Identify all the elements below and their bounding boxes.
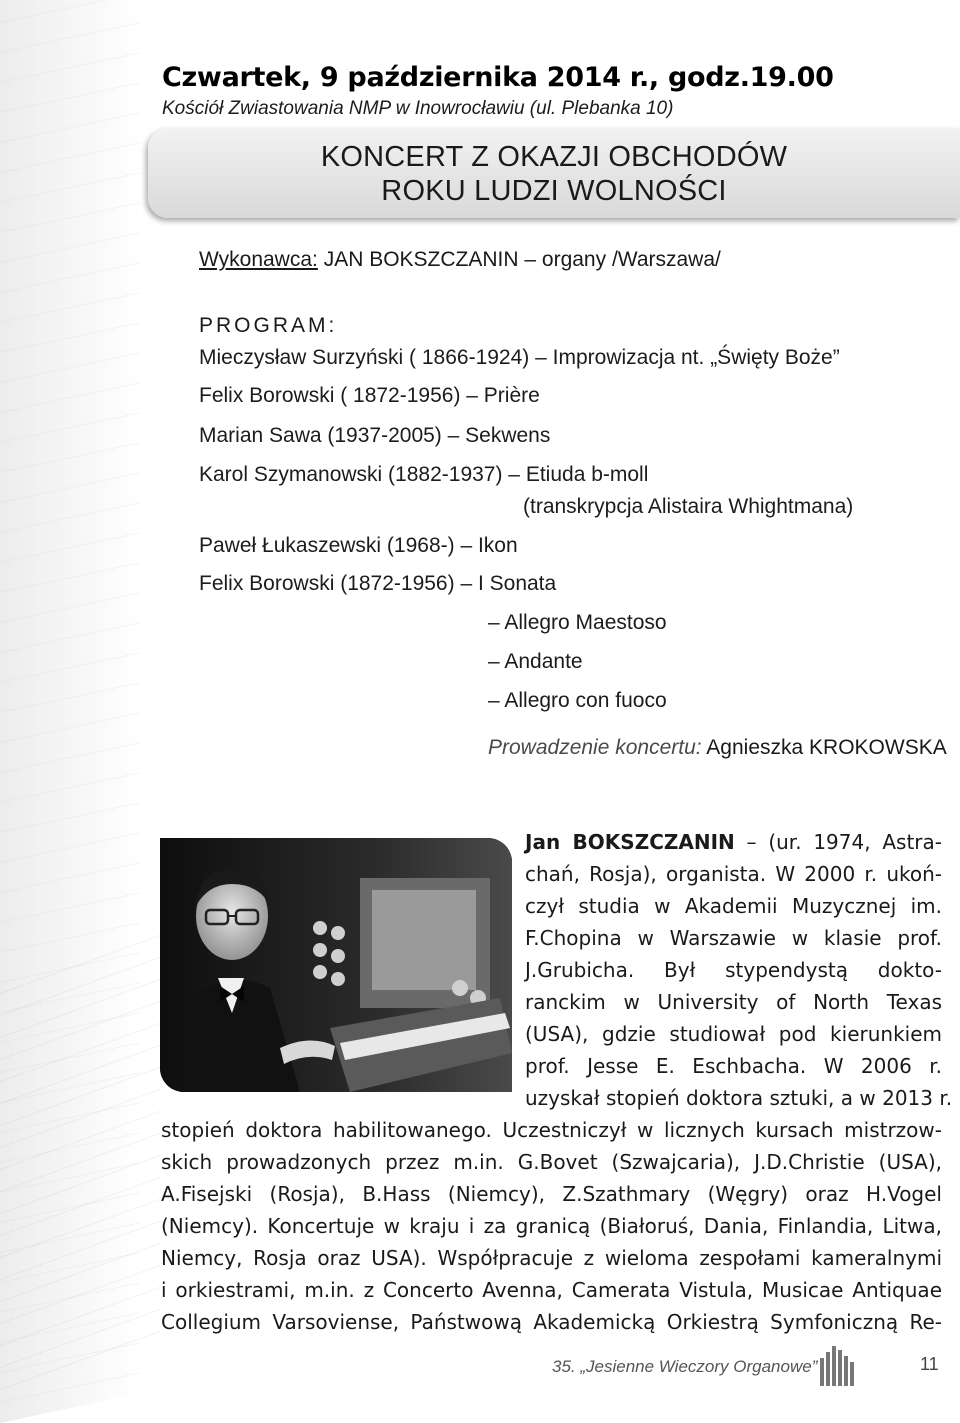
program-item: Mieczysław Surzyński ( 1866-1924) – Improwizacja nt. „Święty Boże”	[199, 346, 840, 369]
program-item: Paweł Łukaszewski (1968-) – Ikon	[199, 534, 518, 557]
bio-line: skich prowadzonych przez m.in. G.Bovet (Szwajcaria), J.D.Christie (USA),	[161, 1150, 942, 1174]
program-item: Felix Borowski ( 1872-1956) – Prière	[199, 384, 540, 407]
bio-line	[525, 830, 942, 854]
bio-line: i orkiestrami, m.in. z Concerto Avenna, Camerata Vistula, Musicae Antiquae	[161, 1278, 942, 1302]
host-label: Prowadzenie koncertu:	[488, 736, 702, 759]
bio-line: Niemcy, Rosja oraz USA). Współpracuje z wieloma zespołami kameralnymi	[161, 1246, 942, 1270]
bio-line: Collegium Varsoviense, Państwową Akademicką Orkiestrą Symfoniczną Re-	[161, 1310, 942, 1334]
bio-line: czył studia w Akademii Muzycznej im.	[525, 894, 942, 918]
bio-line: A.Fisejski (Rosja), B.Hass (Niemcy), Z.Szathmary (Węgry) oraz H.Vogel	[161, 1182, 942, 1206]
concert-date: Czwartek, 9 października 2014 r., godz.19.00	[162, 62, 834, 93]
program-movement: – Allegro con fuoco	[488, 689, 667, 712]
concert-title-banner	[148, 128, 960, 218]
program-item: Karol Szymanowski (1882-1937) – Etiuda b-moll	[199, 463, 649, 486]
organ-pipes-icon	[818, 1344, 858, 1392]
bio-line: stopień doktora habilitowanego. Uczestniczył w licznych kursach mistrzow-	[161, 1118, 942, 1142]
concert-venue: Kościół Zwiastowania NMP w Inowrocławiu (ul. Plebanka 10)	[162, 98, 674, 119]
program-heading: PROGRAM:	[199, 314, 338, 337]
bio-line: chań, Rosja), organista. W 2000 r. ukoń-	[525, 862, 942, 886]
bio-line: uzyskał stopień doktora sztuki, a w 2013 r.	[525, 1086, 953, 1110]
program-item-note: (transkrypcja Alistaira Whightmana)	[523, 495, 854, 518]
concert-title-line-2: ROKU LUDZI WOLNOŚCI	[381, 175, 727, 207]
concert-title-line-1: KONCERT Z OKAZJI OBCHODÓW	[320, 141, 788, 173]
footer-festival-title: 35. „Jesienne Wieczory Organowe”	[552, 1357, 818, 1376]
performer-photo	[160, 838, 512, 1092]
bio-text: – (ur. 1974, Astra-	[734, 830, 942, 854]
host-name: Agnieszka KROKOWSKA	[701, 736, 947, 759]
program-item: Felix Borowski (1872-1956) – I Sonata	[199, 572, 557, 595]
bio-line: (USA), gdzie studiował pod kierunkiem	[525, 1022, 942, 1046]
sheet-music-background-lower	[0, 921, 160, 1399]
page-number: 11	[920, 1354, 939, 1374]
performer-label: Wykonawca:	[199, 248, 318, 271]
program-movement: – Andante	[488, 650, 583, 673]
bio-name: Jan BOKSZCZANIN	[525, 830, 735, 854]
program-item: Marian Sawa (1937-2005) – Sekwens	[199, 424, 551, 447]
bio-line: ranckim w University of North Texas	[525, 990, 942, 1014]
performer-text: JAN BOKSZCZANIN – organy /Warszawa/	[317, 248, 721, 271]
bio-line: (Niemcy). Koncertuje w kraju i za granicą (Białoruś, Dania, Finlandia, Litwa,	[161, 1214, 942, 1238]
bio-line: F.Chopina w Warszawie w klasie prof.	[525, 926, 942, 950]
program-movement: – Allegro Maestoso	[488, 611, 667, 634]
host-line	[488, 736, 947, 760]
performer-line	[199, 248, 721, 272]
bio-line: J.Grubicha. Był stypendystą dokto-	[525, 958, 942, 982]
bio-line: prof. Jesse E. Eschbacha. W 2006 r.	[525, 1054, 942, 1078]
